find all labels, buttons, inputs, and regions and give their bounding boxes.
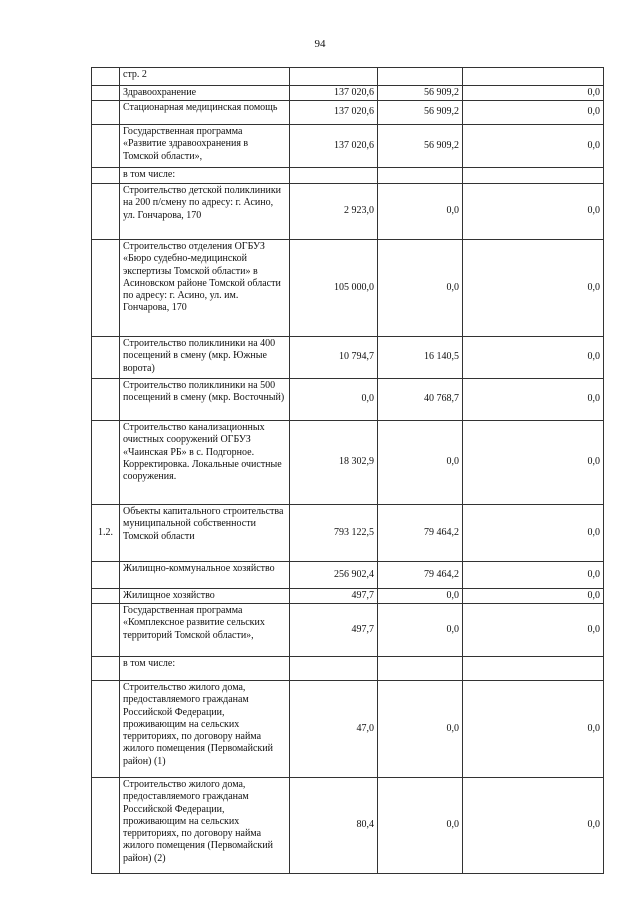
value-col-3-cell [463,657,604,681]
value-col-3-cell [463,168,604,184]
value-col-1-cell: 105 000,0 [290,240,378,337]
value-col-1-cell: 137 020,6 [290,101,378,125]
row-number-cell [92,68,120,86]
row-number-cell [92,778,120,874]
value-col-3-cell: 0,0 [463,86,604,101]
value-col-1-cell [290,168,378,184]
value-col-2-cell: 56 909,2 [378,101,463,125]
table-row [92,657,604,681]
value-col-2-cell: 56 909,2 [378,125,463,168]
value-col-1-cell: 47,0 [290,681,378,778]
table-row [92,337,604,379]
item-name-cell: Строительство детской поликлиники на 200 п/смену по адресу: г. Асино, ул. Гончарова, 170 [120,184,290,240]
value-col-2-cell: 79 464,2 [378,505,463,562]
table-row [92,168,604,184]
item-name-cell: Строительство отделения ОГБУЗ «Бюро судебно-медицинской экспертизы Томской области» в Асиновском районе Томской области по адресу: г. Асино, ул. им. Гончарова, 170 [120,240,290,337]
value-col-3-cell: 0,0 [463,562,604,589]
budget-table-body [92,68,604,874]
value-col-1-cell: 10 794,7 [290,337,378,379]
value-col-2-cell: 0,0 [378,589,463,604]
value-col-1-cell: 2 923,0 [290,184,378,240]
table-row [92,86,604,101]
row-number-cell [92,101,120,125]
value-col-3-cell: 0,0 [463,421,604,505]
row-number-cell [92,125,120,168]
row-number-cell [92,657,120,681]
table-row [92,184,604,240]
value-col-3-cell: 0,0 [463,379,604,421]
value-col-3-cell: 0,0 [463,337,604,379]
item-name-cell: Строительство поликлиники на 400 посещений в смену (мкр. Южные ворота) [120,337,290,379]
value-col-3-cell: 0,0 [463,589,604,604]
value-col-1-cell: 137 020,6 [290,86,378,101]
row-number-cell [92,379,120,421]
value-col-1-cell: 137 020,6 [290,125,378,168]
value-col-2-cell: 0,0 [378,778,463,874]
row-number-cell [92,681,120,778]
value-col-1-cell: 18 302,9 [290,421,378,505]
table-row [92,379,604,421]
value-col-3-cell: 0,0 [463,184,604,240]
value-col-3-cell: 0,0 [463,101,604,125]
value-col-1-cell: 80,4 [290,778,378,874]
value-col-2-cell [378,657,463,681]
budget-table [91,67,604,874]
table-row [92,681,604,778]
table-row [92,589,604,604]
row-number-cell [92,337,120,379]
value-col-1-cell: 497,7 [290,589,378,604]
value-col-2-cell: 16 140,5 [378,337,463,379]
table-row [92,240,604,337]
item-name-cell: Строительство жилого дома, предоставляемого гражданам Российской Федерации, проживающим на сельских территориях, по договору найма жилого помещения (Первомайский район) (1) [120,681,290,778]
value-col-2-cell [378,168,463,184]
item-name-cell: Здравоохранение [120,86,290,101]
row-number-cell: 1.2. [92,505,120,562]
row-number-cell [92,589,120,604]
value-col-3-cell: 0,0 [463,125,604,168]
table-row [92,562,604,589]
table-row [92,101,604,125]
item-name-cell: Жилищное хозяйство [120,589,290,604]
value-col-2-cell: 79 464,2 [378,562,463,589]
item-name-cell: Строительство поликлиники на 500 посещений в смену (мкр. Восточный) [120,379,290,421]
value-col-2-cell: 0,0 [378,604,463,657]
item-name-cell: в том числе: [120,168,290,184]
value-col-2-cell: 0,0 [378,184,463,240]
value-col-2-cell: 56 909,2 [378,86,463,101]
value-col-1-cell: 256 902,4 [290,562,378,589]
table-row [92,421,604,505]
value-col-2-cell: 0,0 [378,681,463,778]
value-col-3-cell: 0,0 [463,240,604,337]
row-number-cell [92,421,120,505]
table-row [92,505,604,562]
item-name-cell: Государственная программа «Комплексное развитие сельских территорий Томской области», [120,604,290,657]
row-number-cell [92,604,120,657]
table-row [92,68,604,86]
row-number-cell [92,240,120,337]
item-name-cell: стр. 2 [120,68,290,86]
value-col-1-cell: 793 122,5 [290,505,378,562]
value-col-2-cell [378,68,463,86]
table-row [92,125,604,168]
value-col-1-cell [290,657,378,681]
row-number-cell [92,184,120,240]
value-col-1-cell: 0,0 [290,379,378,421]
value-col-3-cell: 0,0 [463,681,604,778]
table-row [92,778,604,874]
item-name-cell: Государственная программа «Развитие здравоохранения в Томской области», [120,125,290,168]
value-col-2-cell: 0,0 [378,240,463,337]
value-col-3-cell: 0,0 [463,505,604,562]
item-name-cell: Строительство жилого дома, предоставляемого гражданам Российской Федерации, проживающим на сельских территориях, по договору найма жилого помещения (Первомайский район) (2) [120,778,290,874]
value-col-1-cell [290,68,378,86]
item-name-cell: Строительство канализационных очистных сооружений ОГБУЗ «Чаинская РБ» в с. Подгорное. Корректировка. Локальные очистные сооружения. [120,421,290,505]
item-name-cell: Стационарная медицинская помощь [120,101,290,125]
item-name-cell: в том числе: [120,657,290,681]
row-number-cell [92,562,120,589]
value-col-3-cell: 0,0 [463,604,604,657]
value-col-2-cell: 0,0 [378,421,463,505]
value-col-2-cell: 40 768,7 [378,379,463,421]
item-name-cell: Жилищно-коммунальное хозяйство [120,562,290,589]
value-col-3-cell: 0,0 [463,778,604,874]
page-number: 94 [314,38,326,50]
value-col-1-cell: 497,7 [290,604,378,657]
row-number-cell [92,168,120,184]
table-row [92,604,604,657]
value-col-3-cell [463,68,604,86]
item-name-cell: Объекты капитального строительства муниципальной собственности Томской области [120,505,290,562]
row-number-cell [92,86,120,101]
